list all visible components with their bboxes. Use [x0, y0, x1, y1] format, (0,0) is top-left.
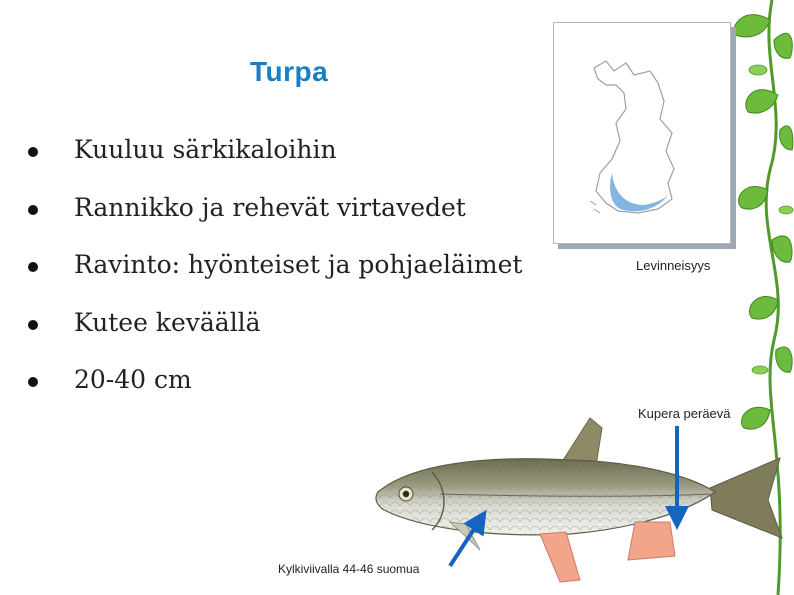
bullet-dot-icon — [28, 320, 38, 330]
bullet-item — [26, 245, 522, 303]
fin-label: Kupera peräevä — [638, 406, 731, 421]
bullet-dot-icon — [28, 377, 38, 387]
bullet-item — [26, 303, 522, 361]
bullet-dot-icon — [28, 262, 38, 272]
bullet-text: Kutee keväällä — [74, 307, 261, 337]
scale-count-label: Kylkiviivalla 44-46 suomua — [278, 562, 420, 576]
bullet-text: Kuuluu särkikaloihin — [74, 135, 337, 164]
distribution-map — [553, 22, 731, 244]
bullet-dot-icon — [28, 205, 38, 215]
fish-illustration — [370, 410, 794, 595]
bullet-item — [26, 360, 522, 418]
slide-title: Turpa — [250, 56, 329, 87]
bullet-text: Ravinto: hyönteiset ja pohjaeläimet — [74, 250, 523, 279]
bullet-dot-icon — [28, 147, 38, 157]
finland-map-icon — [554, 23, 730, 243]
bullet-item — [26, 188, 522, 246]
map-caption: Levinneisyys — [636, 258, 711, 273]
bullet-list — [26, 130, 522, 418]
bullet-text: Rannikko ja rehevät virtavedet — [74, 192, 466, 222]
bullet-item — [26, 130, 522, 188]
bullet-text: 20-40 cm — [74, 365, 192, 394]
